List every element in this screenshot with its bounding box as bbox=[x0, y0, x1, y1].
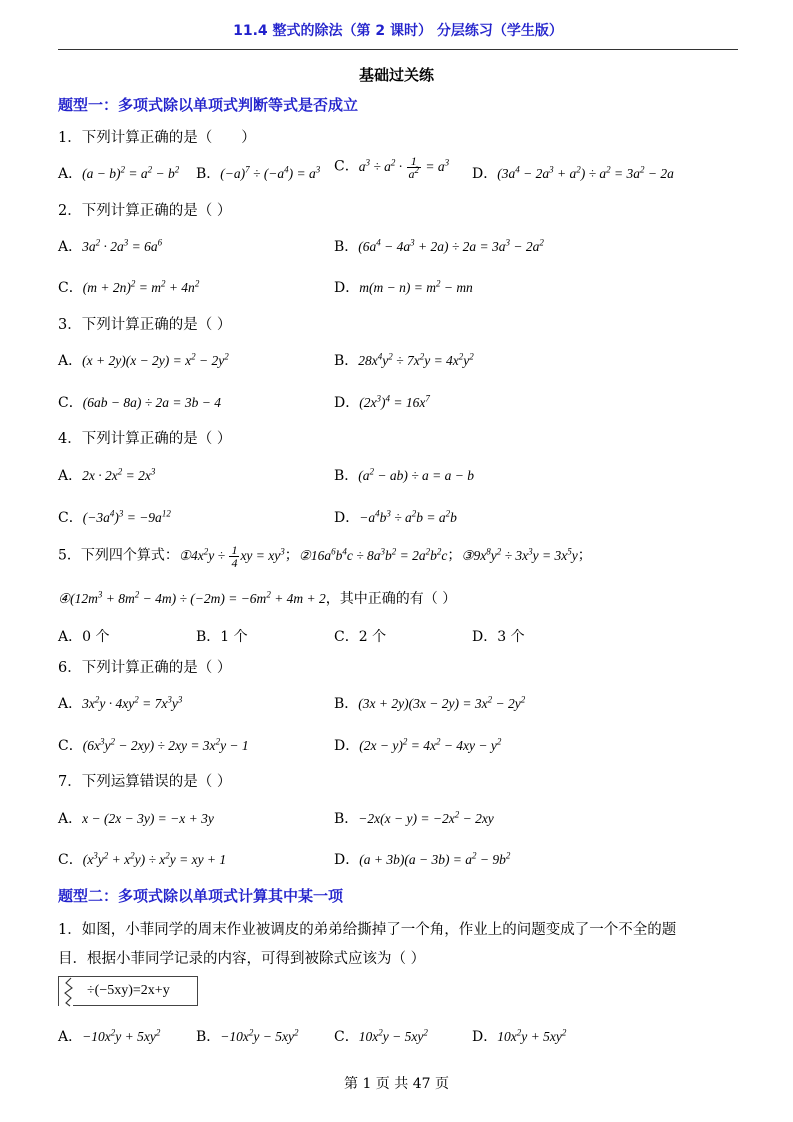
question-5-line2: $④(12m^3 + 8m^2 - 4m) \div (-2m) = -6m^2 + 4m + 2$，其中正确的有（ ） bbox=[58, 589, 457, 607]
page-header-title: 11.4 整式的除法（第 2 课时） 分层练习（学生版） bbox=[233, 23, 563, 39]
q7-option-b: B．$-2x(x - y) = -2x^2 - 2xy$ bbox=[334, 809, 494, 827]
question-5-line1: 5．下列四个算式：$①4x^2y$ ÷ $\frac{1}{4}$ xy = $xy^3$；$②16a^6b^4c \div 8a^3b^2 = 2a^2b^2c$；$③9x^8y^2 \div 3x^3y = 3x^5y$； bbox=[58, 543, 592, 570]
q1-option-d: D．$(3a^4 - 2a^3 + a^2) \div a^2 = 3a^2 - 2a$ bbox=[472, 164, 674, 182]
q5-expression-2: $②16a^6b^4c \div 8a^3b^2 = 2a^2b^2c$ bbox=[298, 546, 448, 563]
q2-option-a: A．$3a^2 \cdot 2a^3 = 6a^6$ bbox=[58, 237, 163, 255]
p1-option-d: D．$10x^2y + 5xy^2$ bbox=[472, 1027, 567, 1045]
p1-option-b: B．$-10x^2y - 5xy^2$ bbox=[196, 1027, 299, 1045]
q4-option-b: B．$(a^2 - ab) \div a = a - b$ bbox=[334, 466, 475, 484]
q5-expression-4: $④(12m^3 + 8m^2 - 4m) \div (-2m) = -6m^2 + 4m + 2$ bbox=[58, 589, 326, 606]
q2-option-b: B．$(6a^4 - 4a^3 + 2a) \div 2a = 3a^3 - 2a^2$ bbox=[334, 237, 544, 255]
q5-option-c: C．2 个 bbox=[334, 629, 387, 645]
q6-option-d: D．$(2x - y)^2 = 4x^2 - 4xy - y^2$ bbox=[334, 736, 502, 754]
question-7-stem: 7．下列运算错误的是（ ） bbox=[58, 774, 232, 790]
torn-figure-expression: ÷(−5xy)=2x+y bbox=[87, 983, 170, 998]
q5-expression-1: $①4x^2y$ ÷ $\frac{1}{4}$ xy = $xy^3$ bbox=[178, 543, 285, 570]
q6-option-b: B．$(3x + 2y)(3x - 2y) = 3x^2 - 2y^2$ bbox=[334, 694, 526, 712]
section-title-1: 题型一：多项式除以单项式判断等式是否成立 bbox=[58, 96, 359, 114]
header-divider bbox=[58, 49, 738, 50]
torn-homework-figure bbox=[58, 976, 198, 1006]
problem-1-stem-line2: 目．根据小菲同学记录的内容，可得到被除式应该为（ ） bbox=[58, 951, 426, 967]
level-title: 基础过关练 bbox=[358, 66, 434, 84]
q1-option-b: B．$(-a)^7 \div (-a^4) = a^3$ bbox=[196, 164, 321, 182]
q5-option-a: A．0 个 bbox=[58, 629, 110, 645]
q1-option-c: C．$a^3 \div a^2$ · $\frac{1}{a^2}$ = $a^3$ bbox=[334, 154, 450, 181]
q7-option-a: A．x − (2x − 3y) = −x + 3y bbox=[58, 811, 214, 827]
section-title-2: 题型二：多项式除以单项式计算其中某一项 bbox=[58, 887, 344, 905]
question-4-stem: 4．下列计算正确的是（ ） bbox=[58, 431, 232, 447]
q5-option-b: B．1 个 bbox=[196, 629, 248, 645]
page-footer: 第 1 页 共 47 页 bbox=[344, 1076, 449, 1092]
p1-option-a: A．$-10x^2y + 5xy^2$ bbox=[58, 1027, 161, 1045]
q4-option-c: C．$(-3a^4)^3 = -9a^{12}$ bbox=[58, 508, 171, 526]
torn-edge-graphic bbox=[59, 977, 83, 1007]
p1-option-c: C．$10x^2y - 5xy^2$ bbox=[334, 1027, 428, 1045]
q3-option-b: B．$28x^4y^2 \div 7x^2y = 4x^2y^2$ bbox=[334, 351, 474, 369]
question-2-stem: 2．下列计算正确的是（ ） bbox=[58, 203, 232, 219]
q2-option-d: D．$m(m - n) = m^2$ − mn bbox=[334, 278, 473, 296]
question-6-stem: 6．下列计算正确的是（ ） bbox=[58, 660, 232, 676]
q5-option-d: D．3 个 bbox=[472, 629, 525, 645]
q7-option-d: D．$(a + 3b)(a - 3b) = a^2 - 9b^2$ bbox=[334, 850, 511, 868]
question-1-stem: 1．下列计算正确的是（ ） bbox=[58, 130, 256, 146]
q4-option-d: D．$-a^4b^3 \div a^2b = a^2b$ bbox=[334, 508, 457, 526]
q6-option-c: C．$(6x^3y^2 - 2xy) \div 2xy = 3x^2y - 1$ bbox=[58, 736, 249, 754]
q1-option-a: A．$(a - b)^2 = a^2 - b^2$ bbox=[58, 164, 180, 182]
q3-option-c: C．(6ab − 8a) ÷ 2a = 3b − 4 bbox=[58, 395, 221, 411]
q4-option-a: A．$2x \cdot 2x^2 = 2x^3$ bbox=[58, 466, 156, 484]
fraction: $\frac{1}{a^2}$ bbox=[408, 154, 420, 181]
q3-option-a: A．$(x + 2y)(x - 2y) = x^2 - 2y^2$ bbox=[58, 351, 229, 369]
problem-1-stem-line1: 1．如图，小菲同学的周末作业被调皮的弟弟给撕掉了一个角，作业上的问题变成了一个不全的题 bbox=[58, 922, 677, 938]
q3-option-d: D．$(2x^3)^4 = 16x^7$ bbox=[334, 393, 430, 411]
fraction: $\frac{1}{4}$ bbox=[231, 543, 238, 570]
question-3-stem: 3．下列计算正确的是（ ） bbox=[58, 317, 232, 333]
q6-option-a: A．$3x^2y \cdot 4xy^2 = 7x^3y^3$ bbox=[58, 694, 183, 712]
q2-option-c: C．$(m + 2n)^2 = m^2 + 4n^2$ bbox=[58, 278, 200, 296]
q5-expression-3: $③9x^8y^2 \div 3x^3y = 3x^5y$ bbox=[461, 546, 578, 563]
q7-option-c: C．$(x^3y^2 + x^2y) \div x^2y$ = xy + 1 bbox=[58, 850, 227, 868]
